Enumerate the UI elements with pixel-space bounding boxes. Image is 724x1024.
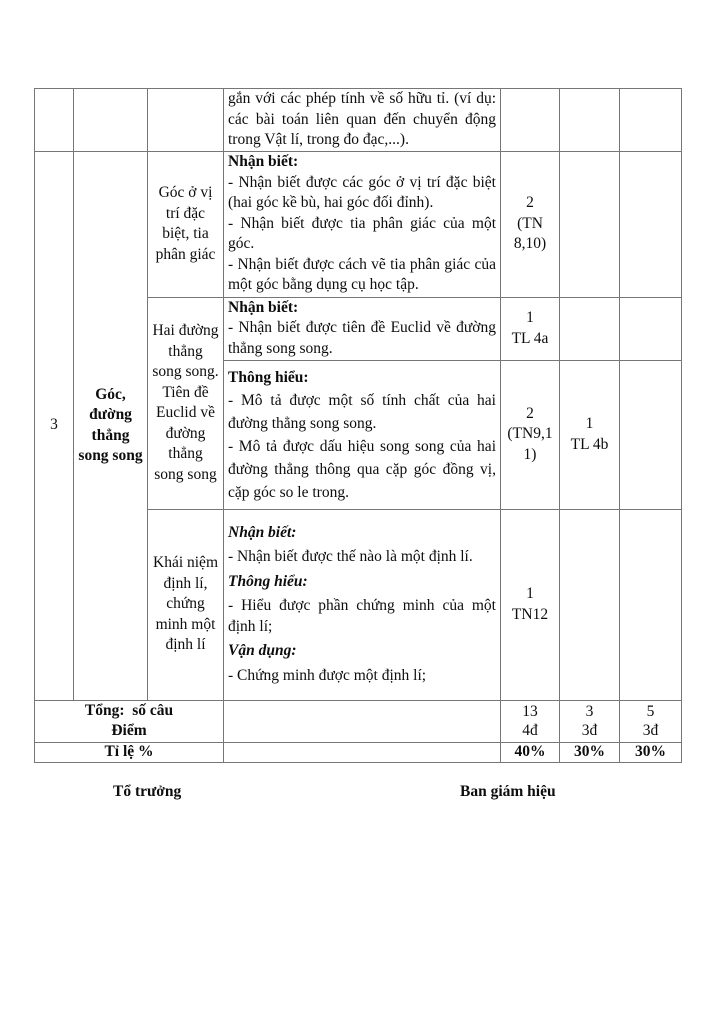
cell-total-nhan-biet (501, 700, 560, 742)
empty-cell (620, 509, 682, 700)
total-count: 5 (646, 702, 655, 720)
question-count: 2 (526, 404, 534, 422)
question-count: 2 (526, 194, 534, 212)
table-row-percent (35, 742, 682, 762)
cell-count-nhan-biet (501, 360, 560, 509)
total-points: 3đ (642, 722, 659, 739)
question-ref: (TN9,11) (507, 425, 553, 463)
empty-cell (560, 89, 620, 152)
question-count: 1 (585, 415, 594, 432)
empty-cell (74, 89, 148, 152)
empty-cell (620, 297, 682, 360)
level-header: Thông hiểu: (228, 368, 309, 386)
exam-matrix-table (34, 88, 682, 763)
total-count: 13 (522, 702, 538, 720)
signature-label-ban-giam-hieu: Ban giám hiệu (460, 783, 556, 800)
cell-total-thong-hieu (560, 700, 620, 742)
requirement-item: - Chứng minh được một định lí; (228, 666, 427, 684)
empty-cell (224, 742, 501, 762)
cell-content-khai-niem (224, 509, 501, 700)
requirement-item: - Nhận biết được cách vẽ tia phân giác của một góc bằng dụng cụ học tập. (228, 255, 496, 294)
table-row-total (35, 700, 682, 742)
question-ref: TN12 (511, 605, 549, 623)
question-count: 1 (526, 309, 534, 326)
cell-continuation-content (224, 89, 501, 152)
empty-cell (148, 89, 224, 152)
level-header: Nhận biết: (228, 298, 299, 316)
cell-count-nhan-biet (501, 151, 560, 297)
cell-count-thong-hieu (560, 360, 620, 509)
requirement-item: - Mô tả được một số tính chất của hai đường thẳng song song. (228, 391, 496, 432)
cell-content-hai-duong-nhan-biet (224, 297, 501, 360)
requirement-item: - Nhận biết được tia phân giác của một góc. (228, 214, 496, 253)
continuation-text: gắn với các phép tính về số hữu tỉ. (ví dụ: các bài toán liên quan đến chuyển động trong Vật lí, trong đo đạc,...). (228, 90, 496, 148)
question-ref: TL 4a (511, 329, 549, 347)
empty-cell (560, 151, 620, 297)
requirement-item: - Nhận biết được các góc ở vị trí đặc biệt (hai góc kề bù, hai góc đối đỉnh). (228, 173, 496, 212)
question-ref: (TN 8,10) (513, 214, 547, 253)
cell-topic-hai-duong-thang: Hai đường thẳng song song. Tiên đề Euclid về đường thẳng song song (148, 297, 224, 509)
empty-cell (560, 509, 620, 700)
requirement-item: - Mô tả được dấu hiệu song song của hai đường thẳng thông qua cặp góc đồng vị, cặp góc so le trong. (228, 437, 496, 501)
level-header: Nhận biết: (228, 153, 299, 171)
table-row-goc-o-vi-tri (35, 151, 682, 297)
empty-cell (620, 360, 682, 509)
level-header: Nhận biết: (228, 523, 297, 541)
cell-count-nhan-biet (501, 509, 560, 700)
cell-count-nhan-biet (501, 297, 560, 360)
level-header: Thông hiểu: (228, 572, 308, 590)
total-points: 3đ (581, 722, 598, 739)
total-count: 3 (585, 702, 594, 720)
requirement-item: - Hiểu được phần chứng minh của một định lí; (228, 597, 496, 635)
table-row-continuation (35, 89, 682, 152)
cell-percent-van-dung: 30% (620, 742, 682, 762)
cell-content-goc-o-vi-tri (224, 151, 501, 297)
question-count: 1 (526, 585, 534, 602)
question-ref: TL 4b (570, 435, 609, 453)
total-points: 4đ (522, 722, 538, 739)
empty-cell (620, 89, 682, 152)
cell-topic-khai-niem: Khái niệm định lí, chứng minh một định lí (148, 509, 224, 700)
requirement-item: - Nhận biết được tiên đề Euclid về đường thẳng song song. (228, 319, 496, 357)
cell-topic-goc-o-vi-tri: Góc ở vị trí đặc biệt, tia phân giác (148, 151, 224, 297)
cell-chapter: Góc, đường thẳng song song (74, 151, 148, 700)
signature-label-to-truong: Tổ trưởng (113, 783, 182, 800)
cell-percent-nhan-biet: 40% (501, 742, 560, 762)
cell-total-label (35, 700, 224, 742)
cell-percent-label: Tỉ lệ % (35, 742, 224, 762)
requirement-item: - Nhận biết được thế nào là một định lí. (228, 548, 473, 566)
level-header: Vận dụng: (228, 642, 297, 660)
empty-cell (501, 89, 560, 152)
empty-cell (560, 297, 620, 360)
empty-cell (224, 700, 501, 742)
cell-stt: 3 (35, 151, 74, 700)
empty-cell (620, 151, 682, 297)
total-label-line1: Tổng: số câu (84, 701, 174, 719)
cell-total-van-dung (620, 700, 682, 742)
cell-percent-thong-hieu: 30% (560, 742, 620, 762)
total-label-line2: Điểm (111, 722, 147, 739)
empty-cell (35, 89, 74, 152)
cell-content-hai-duong-thong-hieu (224, 360, 501, 509)
